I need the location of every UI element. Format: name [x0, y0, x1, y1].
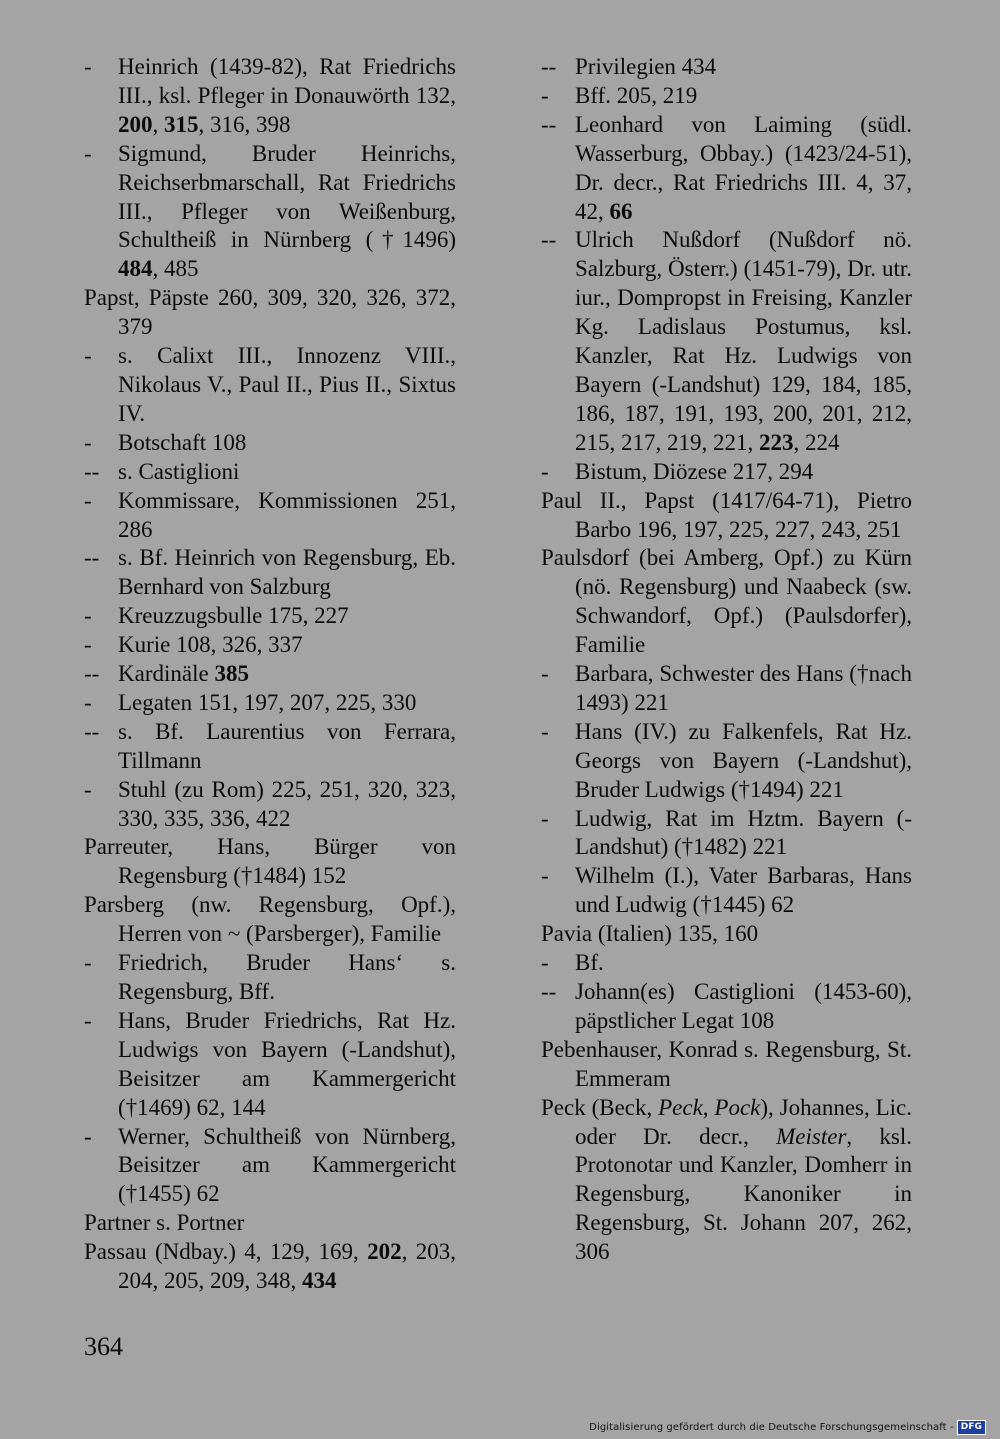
entry-level-marker: - [84, 140, 92, 166]
entry-text: Johann(es) Castiglioni (1453-60), päpstlicher Legat 108 [575, 979, 912, 1033]
bold-page-reference: 484 [118, 256, 153, 282]
entry-text: Privilegien 434 [575, 54, 717, 79]
index-subentry [541, 805, 912, 863]
entry-text: Friedrich, Bruder Hans‘ s. Regensburg, Bff. [118, 950, 456, 1004]
entry-text: s. Castiglioni [118, 458, 240, 484]
footer-credit [589, 1420, 986, 1435]
entry-text: s. Calixt III., Innozenz VIII., Nikolaus V., Paul II., Pius II., Sixtus IV. [118, 343, 456, 426]
index-subentry [541, 111, 912, 227]
index-subentry [541, 660, 912, 718]
index-subentry [84, 1007, 456, 1123]
entry-level-marker: - [84, 1007, 92, 1033]
bold-page-reference: 434 [302, 1268, 337, 1294]
index-subentry [541, 82, 912, 111]
index-subentry [84, 53, 456, 140]
index-entry [84, 1209, 456, 1238]
index-entry [541, 544, 912, 660]
index-entry [84, 1238, 456, 1296]
entry-level-marker: - [541, 718, 549, 744]
entry-text: Partner s. Portner [84, 1210, 245, 1236]
index-subentry [541, 978, 912, 1036]
entry-text: Pavia (Italien) 135, 160 [541, 921, 759, 947]
entry-text: Wilhelm (I.), Vater Barbaras, Hans und Ludwig (†1445) 62 [575, 863, 912, 918]
entry-text: , 224 [793, 429, 840, 455]
index-subentry [84, 602, 456, 631]
entry-level-marker: - [541, 458, 549, 484]
index-subentry [84, 487, 456, 545]
entry-text: Bistum, Diözese 217, 294 [575, 458, 814, 484]
index-subentry [84, 949, 456, 1007]
entry-level-marker: - [84, 603, 92, 629]
entry-text: ), Johannes, Lic. oder Dr. decr., [575, 1094, 912, 1149]
entry-text: Kardinäle [118, 661, 215, 687]
entry-text: Stuhl (zu Rom) 225, 251, 320, 323, 330, 335, 336, 422 [118, 776, 456, 831]
bold-page-reference: 223 [759, 429, 794, 455]
bold-page-reference: 200 [118, 111, 153, 137]
entry-level-marker: - [541, 863, 549, 889]
index-entry [84, 891, 456, 949]
bold-page-reference: 315 [164, 111, 199, 137]
entry-level-marker: -- [541, 227, 557, 253]
entry-text: s. Bf. Heinrich von Regensburg, Eb. Bernhard von Salzburg [118, 545, 456, 600]
entry-text: Passau (Ndbay.) 4, 129, 169, [84, 1239, 368, 1265]
footer-text: Digitalisierung gefördert durch die Deutsche Forschungsgemeinschaft - [589, 1422, 954, 1433]
index-subentry [84, 1123, 456, 1210]
index-subentry [541, 53, 912, 82]
entry-level-marker: - [84, 343, 92, 369]
entry-text: Pebenhauser, Konrad s. Regensburg, St. Emmeram [541, 1036, 912, 1091]
entry-level-marker: - [84, 54, 92, 79]
entry-text: Heinrich (1439-82), Rat Friedrichs III., ksl. Pfleger in Donauwörth 132, [118, 54, 456, 108]
index-entry [84, 284, 456, 342]
entry-text: Kurie 108, 326, 337 [118, 632, 303, 658]
entry-level-marker: -- [84, 718, 100, 744]
index-entry [84, 833, 456, 891]
bold-page-reference: 202 [367, 1239, 402, 1265]
italic-text: Peck [658, 1094, 703, 1120]
entry-level-marker: - [84, 429, 92, 455]
entry-text: Legaten 151, 197, 207, 225, 330 [118, 689, 417, 715]
entry-text: Paulsdorf (bei Amberg, Opf.) zu Kürn (nö. Regensburg) und Naabeck (sw. Schwandorf, Opf.) (Paulsdorfer), Familie [541, 545, 912, 658]
entry-text: Werner, Schultheiß von Nürnberg, Beisitzer am Kammergericht (†1455) 62 [118, 1123, 456, 1207]
index-subentry [84, 718, 456, 776]
entry-level-marker: - [541, 950, 549, 976]
entry-level-marker: - [84, 689, 92, 715]
italic-text: Meister [776, 1123, 847, 1149]
index-entry [541, 487, 912, 545]
entry-level-marker: - [541, 805, 549, 831]
index-column-left [84, 53, 456, 1296]
entry-text: s. Bf. Laurentius von Ferrara, Tillmann [118, 718, 456, 773]
entry-text: Botschaft 108 [118, 429, 247, 455]
index-subentry [84, 631, 456, 660]
entry-text: , 485 [152, 256, 199, 282]
entry-text: , 316, 398 [198, 111, 291, 137]
index-subentry [84, 458, 456, 487]
entry-level-marker: - [84, 776, 92, 802]
page-number: 364 [84, 1332, 123, 1361]
entry-level-marker: - [84, 1123, 92, 1149]
index-subentry [541, 226, 912, 457]
entry-text: Hans, Bruder Friedrichs, Rat Hz. Ludwigs von Bayern (-Landshut), Beisitzer am Kammergericht (†1469) 62, 144 [118, 1007, 456, 1120]
index-subentry [84, 660, 456, 689]
entry-text: , [702, 1094, 715, 1120]
italic-text: Pock [714, 1094, 761, 1120]
bold-page-reference: 385 [214, 661, 249, 687]
index-subentry [84, 429, 456, 458]
entry-text: Ulrich Nußdorf (Nußdorf nö. Salzburg, Österr.) (1451-79), Dr. utr. iur., Dompropst in Freising, Kanzler Kg. Ladislaus Postumus, ksl. Kanzler, Rat Hz. Ludwigs von Bayern (-Landshut) 129, 184, 185, 186, 187, 191, 193, 200, 201, 212, 215, 217, 219, 221, [575, 227, 912, 455]
entry-level-marker: - [541, 82, 549, 108]
index-subentry [541, 718, 912, 805]
entry-text: , 203, 204, 205, 209, 348, [118, 1239, 456, 1294]
entry-text: Ludwig, Rat im Hztm. Bayern (-Landshut) (†1482) 221 [575, 805, 912, 860]
entry-level-marker: -- [84, 458, 100, 484]
entry-text: Parreuter, Hans, Bürger von Regensburg (†1484) 152 [84, 834, 456, 889]
index-subentry [84, 544, 456, 602]
entry-level-marker: - [84, 950, 92, 976]
index-subentry [541, 949, 912, 978]
index-subentry [84, 140, 456, 285]
index-entry [541, 920, 912, 949]
index-subentry [541, 862, 912, 920]
index-entry [541, 1036, 912, 1094]
dfg-logo-icon: DFG [957, 1420, 986, 1435]
entry-text: , ksl. Protonotar und Kanzler, Domherr in Regensburg, Kanoniker in Regensburg, St. Johann 207, 262, 306 [575, 1123, 912, 1265]
entry-level-marker: - [541, 661, 549, 687]
bold-page-reference: 66 [609, 198, 633, 224]
entry-level-marker: - [84, 487, 92, 513]
index-entry [541, 1094, 912, 1267]
entry-text: Paul II., Papst (1417/64-71), Pietro Barbo 196, 197, 225, 227, 243, 251 [541, 487, 912, 542]
index-column-right [541, 53, 912, 1267]
entry-text: Parsberg (nw. Regensburg, Opf.), Herren von ~ (Parsberger), Familie [84, 892, 456, 947]
entry-level-marker: - [84, 632, 92, 658]
index-subentry [84, 776, 456, 834]
entry-text: Bff. 205, 219 [575, 82, 698, 108]
entry-text: Sigmund, Bruder Heinrichs, Reichserbmarschall, Rat Friedrichs III., Pfleger von Weißenburg, Schultheiß in Nürnberg (†1496) [118, 140, 456, 253]
index-subentry [541, 458, 912, 487]
entry-text: , [152, 111, 164, 137]
index-subentry [84, 342, 456, 429]
index-subentry [84, 689, 456, 718]
entry-text: Kommissare, Kommissionen 251, 286 [118, 487, 456, 542]
entry-level-marker: -- [541, 979, 557, 1004]
entry-text: Leonhard von Laiming (südl. Wasserburg, Obbay.) (1423/24-51), Dr. decr., Rat Friedrichs III. 4, 37, 42, [575, 111, 912, 224]
entry-text: Hans (IV.) zu Falkenfels, Rat Hz. Georgs von Bayern (-Landshut), Bruder Ludwigs (†1494) 221 [575, 718, 912, 802]
entry-level-marker: -- [541, 54, 557, 79]
entry-text: Kreuzzugsbulle 175, 227 [118, 603, 349, 629]
entry-level-marker: -- [84, 545, 100, 571]
entry-text: Barbara, Schwester des Hans (†nach 1493) 221 [575, 661, 912, 715]
entry-text: Papst, Päpste 260, 309, 320, 326, 372, 379 [84, 285, 456, 340]
entry-text: Bf. [575, 950, 604, 976]
entry-level-marker: -- [84, 661, 100, 687]
entry-text: Peck (Beck, [541, 1094, 659, 1120]
entry-level-marker: -- [541, 111, 557, 137]
